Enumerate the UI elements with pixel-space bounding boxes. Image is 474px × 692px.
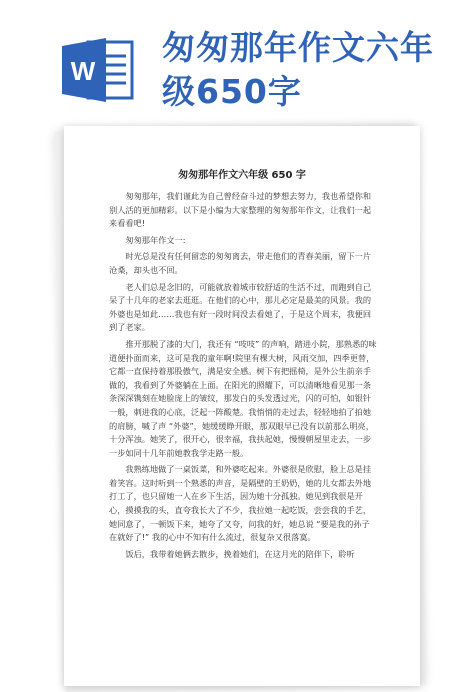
word-logo-letter: W	[70, 56, 96, 86]
document-page	[64, 126, 420, 686]
paragraph: 时光总是没有任何留恋的匆匆离去，带走他们的青春美丽，留下一片沧桑，却头也不回。	[109, 251, 372, 275]
word-document-icon	[62, 36, 134, 104]
paragraph: 推开那脱了漆的大门，我还有 “吱吱” 的声响，踏进小院，那熟悉的味道便扑面而来，这可是我的童年啊!院里有棵大树，风雨交加，四季更替，它都一直保持着那股傲气，满是安全感。树下有把摇椅，是外公生前亲手做的，我看到了外婆躺在上面。在阳光的照耀下，可以清晰地看见那一条条深深镌刻在她脸庞上的皱纹，那发白的头发透过光，闪的可怕，如银针一般，刺进我的心底，泛起一阵酸楚。我悄悄的走过去，轻轻地拍了拍她的肩膀，喊了声 “外婆”，她缓缓睁开眼，那双眼早已没有以前那么明亮，十分浑浊。她笑了，很开心，很幸福，我扶起她，慢慢朝屋里走去，一步一步如同十几年前她教我学走路一般。	[109, 338, 377, 458]
banner-title: 匆匆那年作文六年级650字	[162, 28, 434, 111]
banner	[0, 0, 474, 140]
document-title: 匆匆那年作文六年级 650 字	[178, 170, 306, 181]
paragraph: 匆匆那年作文一:	[125, 234, 186, 245]
paragraph: 饭后，我带着她俩去散步，挽着她们，在这月光的陪伴下，聆听	[125, 548, 355, 559]
paragraph: 老人们总是念旧的，可能就放着城市较舒适的生活不过，而跑到自己呆了十几年的老家去逛逛。在他们的心中，那儿必定是最美的风景。我的外婆也是如此……我也有好一段时间没去看她了，于是这个周末，我便回到了老家。	[109, 281, 372, 333]
paragraph: 匆匆那年，我们谨此为自己曾经奋斗过的梦想去努力，我也希望你和别人活的更加精彩。以下是小编为大家整理的匆匆那年作文，让我们一起来看看吧!	[109, 191, 372, 229]
paragraph: 我熟练地做了一桌饭菜，和外婆吃起来。外婆很是欣慰，脸上总是挂着笑容。这时听到一个熟悉的声音，是隔壁的王奶奶，她的儿女都去外地打工了，也只留她一人在乡下生活，因为她十分孤独。她见到我很是开心，摸摸我的头，直夸我长大了不少，我拉她一起吃饭，尝尝我的手艺，她同意了，一顿饭下来，她夸了又夸，问我的好，她总说 “要是我的孙子在就好了!” 我的心中不知有什么流过，很复杂又很落寞。	[109, 464, 372, 543]
document-body	[109, 190, 377, 564]
